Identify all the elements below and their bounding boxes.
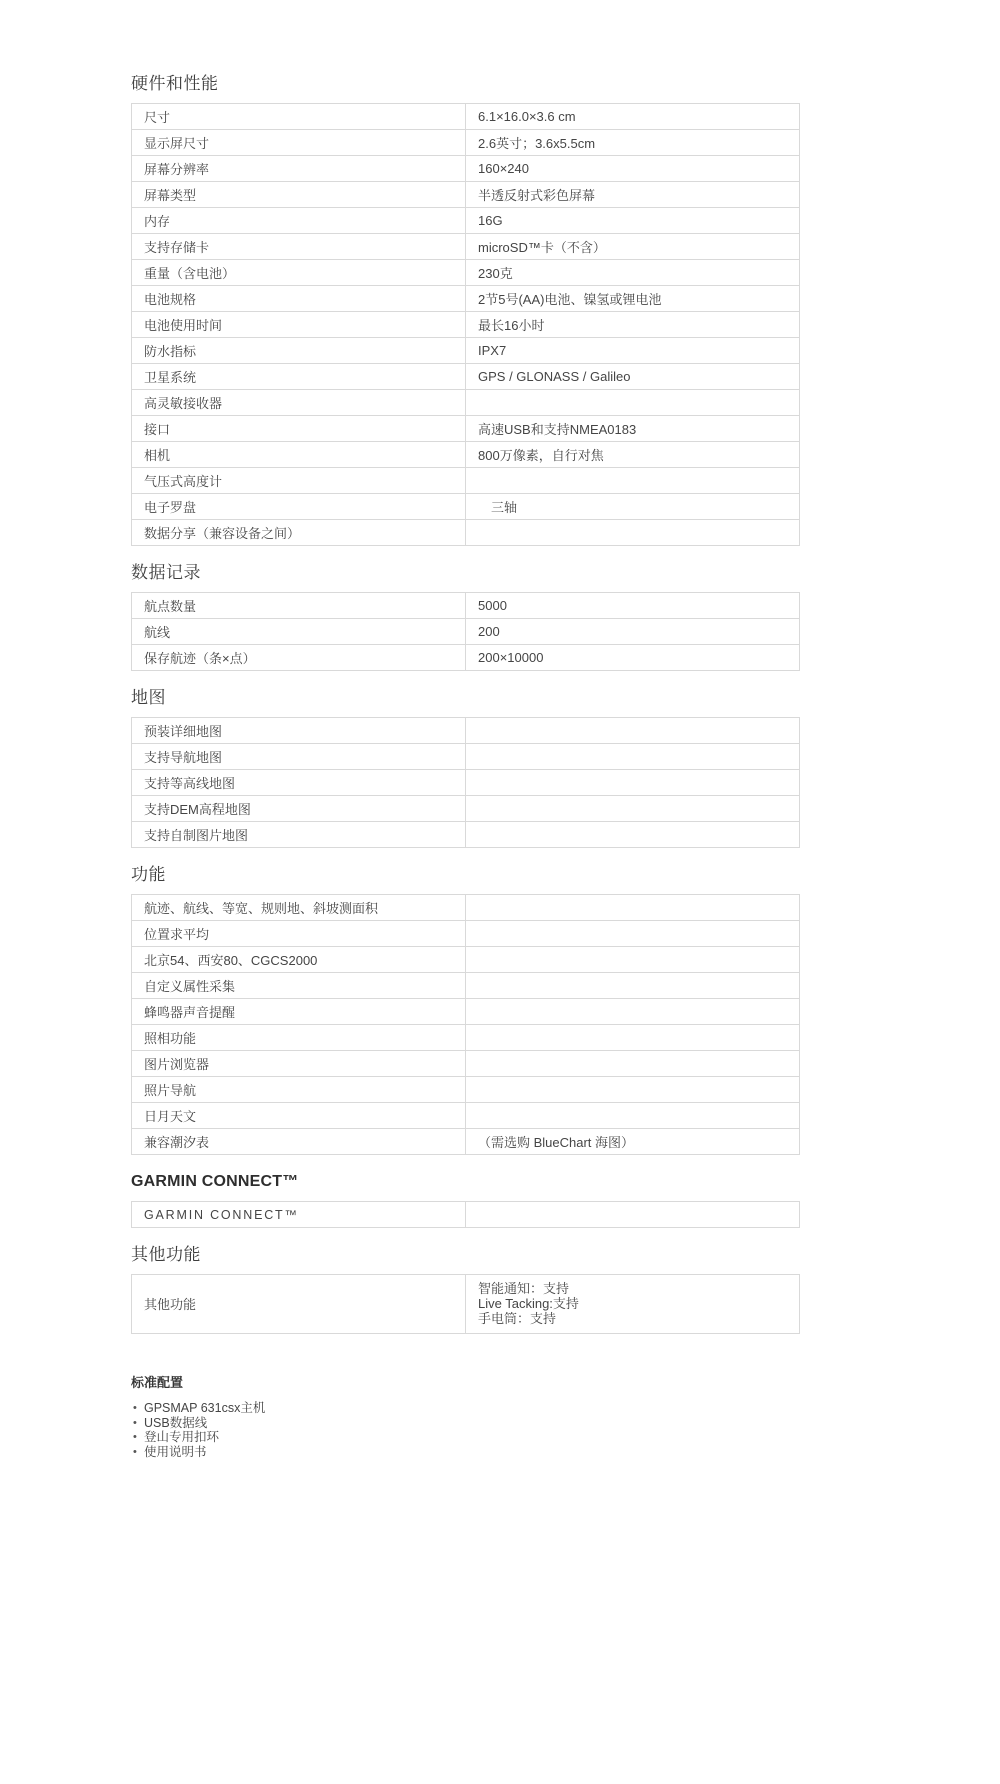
- spec-row: [132, 416, 800, 442]
- spec-row: [132, 390, 800, 416]
- spec-row: [132, 208, 800, 234]
- spec-label: 保存航迹（条×点）: [132, 645, 466, 671]
- section-title-features: 功能: [131, 865, 166, 884]
- spec-label: 防水指标: [132, 338, 466, 364]
- hardware-spec-table: [131, 103, 800, 546]
- spec-label: 照片导航: [132, 1077, 466, 1103]
- spec-value: [466, 1077, 800, 1103]
- section-features: [131, 865, 799, 1155]
- spec-value: 200: [466, 619, 800, 645]
- spec-row: [132, 619, 800, 645]
- section-title-other-features: 其他功能: [131, 1245, 201, 1264]
- package-list: [131, 1401, 799, 1459]
- spec-value: [466, 744, 800, 770]
- spec-value: （需选购 BlueChart 海图）: [466, 1129, 800, 1155]
- section-other-features: [131, 1245, 799, 1334]
- spec-label: 支持DEM高程地图: [132, 796, 466, 822]
- spec-value: 最长16小时: [466, 312, 800, 338]
- spec-row: [132, 973, 800, 999]
- spec-label: 气压式高度计: [132, 468, 466, 494]
- spec-label: 电池规格: [132, 286, 466, 312]
- spec-value: 三轴: [466, 494, 800, 520]
- spec-value: [466, 770, 800, 796]
- spec-value: 160×240: [466, 156, 800, 182]
- spec-value-line: 智能通知：支持: [478, 1281, 570, 1296]
- spec-value: [466, 973, 800, 999]
- spec-value: 2节5号(AA)电池、镍氢或锂电池: [466, 286, 800, 312]
- spec-value: 半透反射式彩色屏幕: [466, 182, 800, 208]
- spec-value: [466, 390, 800, 416]
- spec-label: 尺寸: [132, 104, 466, 130]
- spec-label: 显示屏尺寸: [132, 130, 466, 156]
- spec-row: [132, 1077, 800, 1103]
- spec-value: 2.6英寸；3.6x5.5cm: [466, 130, 800, 156]
- spec-value-line: 手电筒：支持: [478, 1311, 557, 1326]
- spec-row: [132, 718, 800, 744]
- features-spec-table: [131, 894, 800, 1155]
- spec-label: 航点数量: [132, 593, 466, 619]
- spec-value: 6.1×16.0×3.6 cm: [466, 104, 800, 130]
- spec-label: 内存: [132, 208, 466, 234]
- spec-label: 位置求平均: [132, 921, 466, 947]
- spec-label: 重量（含电池）: [132, 260, 466, 286]
- spec-row: [132, 286, 800, 312]
- data-recording-spec-table: [131, 592, 800, 671]
- spec-value: 230克: [466, 260, 800, 286]
- spec-row: [132, 130, 800, 156]
- spec-label: 相机: [132, 442, 466, 468]
- spec-row: [132, 947, 800, 973]
- spec-label: 支持自制图片地图: [132, 822, 466, 848]
- spec-row: [132, 921, 800, 947]
- spec-row: [132, 156, 800, 182]
- spec-label: 北京54、西安80、CGCS2000: [132, 947, 466, 973]
- spec-value: [466, 1202, 800, 1228]
- spec-value: 200×10000: [466, 645, 800, 671]
- spec-value: [466, 1051, 800, 1077]
- spec-label: 接口: [132, 416, 466, 442]
- spec-label: 自定义属性采集: [132, 973, 466, 999]
- spec-label: 屏幕分辨率: [132, 156, 466, 182]
- standard-package: [131, 1372, 799, 1459]
- spec-label: 其他功能: [132, 1275, 466, 1334]
- maps-spec-table: [131, 717, 800, 848]
- package-item: • 使用说明书: [131, 1445, 799, 1460]
- spec-value: [466, 796, 800, 822]
- spec-row: [132, 895, 800, 921]
- spec-row: [132, 1103, 800, 1129]
- spec-value: [466, 822, 800, 848]
- section-data-recording: [131, 563, 799, 671]
- spec-row: [132, 744, 800, 770]
- garmin-connect-spec-table: [131, 1201, 800, 1228]
- spec-label: 支持存储卡: [132, 234, 466, 260]
- spec-row: [132, 770, 800, 796]
- spec-label: 航迹、航线、等宽、规则地、斜坡测面积: [132, 895, 466, 921]
- spec-row: [132, 338, 800, 364]
- spec-row: [132, 468, 800, 494]
- spec-value: [466, 1275, 800, 1334]
- spec-row: [132, 494, 800, 520]
- spec-row: [132, 796, 800, 822]
- spec-row: [132, 1275, 800, 1334]
- spec-row: [132, 1129, 800, 1155]
- spec-value: 5000: [466, 593, 800, 619]
- spec-value: [466, 895, 800, 921]
- package-item: • USB数据线: [131, 1416, 799, 1431]
- spec-value: [466, 947, 800, 973]
- spec-value: 高速USB和支持NMEA0183: [466, 416, 800, 442]
- spec-value: IPX7: [466, 338, 800, 364]
- spec-value: [466, 718, 800, 744]
- spec-value: [466, 1103, 800, 1129]
- spec-value: [466, 468, 800, 494]
- section-title-data-recording: 数据记录: [131, 563, 201, 582]
- spec-label: 屏幕类型: [132, 182, 466, 208]
- spec-row: [132, 104, 800, 130]
- spec-row: [132, 645, 800, 671]
- spec-row: [132, 182, 800, 208]
- spec-label: 照相功能: [132, 1025, 466, 1051]
- spec-label: 高灵敏接收器: [132, 390, 466, 416]
- spec-label: 兼容潮汐表: [132, 1129, 466, 1155]
- spec-label: 日月天文: [132, 1103, 466, 1129]
- other-features-spec-table: [131, 1274, 800, 1334]
- spec-value: 800万像素，自行对焦: [466, 442, 800, 468]
- spec-value: microSD™卡（不含）: [466, 234, 800, 260]
- package-item: • 登山专用扣环: [131, 1430, 799, 1445]
- spec-value-line: Live Tacking:支持: [478, 1296, 579, 1311]
- spec-label: 支持导航地图: [132, 744, 466, 770]
- spec-label: 数据分享（兼容设备之间）: [132, 520, 466, 546]
- spec-row: [132, 234, 800, 260]
- spec-row: [132, 364, 800, 390]
- spec-row: [132, 520, 800, 546]
- spec-row: [132, 1025, 800, 1051]
- spec-label: 电池使用时间: [132, 312, 466, 338]
- package-item: • GPSMAP 631csx主机: [131, 1401, 799, 1416]
- spec-label: 航线: [132, 619, 466, 645]
- spec-value: [466, 999, 800, 1025]
- section-title-garmin-connect: GARMIN CONNECT™: [131, 1173, 299, 1190]
- section-title-hardware: 硬件和性能: [131, 74, 219, 93]
- spec-label: 预装详细地图: [132, 718, 466, 744]
- spec-value: GPS / GLONASS / Galileo: [466, 364, 800, 390]
- spec-row: [132, 999, 800, 1025]
- spec-row: [132, 260, 800, 286]
- spec-label: 电子罗盘: [132, 494, 466, 520]
- spec-row: [132, 593, 800, 619]
- spec-label: 图片浏览器: [132, 1051, 466, 1077]
- section-title-maps: 地图: [131, 688, 166, 707]
- spec-value: [466, 520, 800, 546]
- spec-row: [132, 312, 800, 338]
- package-title: 标准配置: [131, 1375, 184, 1390]
- section-hardware-performance: [131, 74, 799, 546]
- spec-value: [466, 1025, 800, 1051]
- section-garmin-connect: [131, 1172, 799, 1228]
- spec-row: [132, 822, 800, 848]
- section-maps: [131, 688, 799, 848]
- spec-value: [466, 921, 800, 947]
- spec-label: 支持等高线地图: [132, 770, 466, 796]
- spec-value: 16G: [466, 208, 800, 234]
- spec-row: [132, 442, 800, 468]
- spec-row: [132, 1202, 800, 1228]
- spec-label: GARMIN CONNECT™: [132, 1202, 466, 1228]
- spec-label: 卫星系统: [132, 364, 466, 390]
- spec-row: [132, 1051, 800, 1077]
- spec-label: 蜂鸣器声音提醒: [132, 999, 466, 1025]
